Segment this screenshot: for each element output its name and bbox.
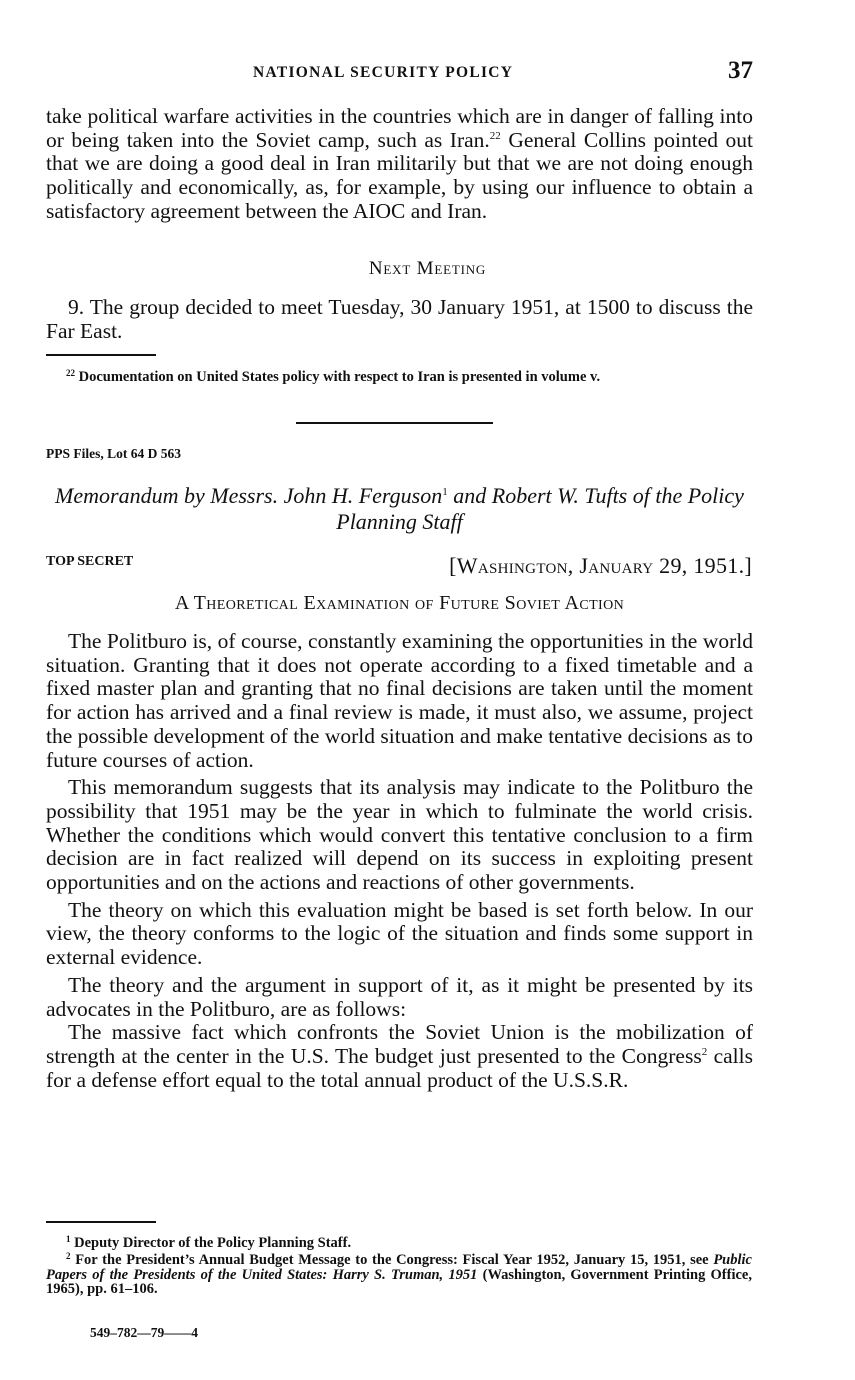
next-meeting-paragraph: 9. The group decided to meet Tuesday, 30 January 1951, at 1500 to discuss the Far East. <box>46 295 753 343</box>
footnote-22: $^{22}$ Documentation on United States policy with respect to Iran is presented in volume v. <box>66 368 601 385</box>
source-citation: PPS Files, Lot 64 D 563 <box>46 446 181 461</box>
footnote-ref-22: 22 <box>489 129 501 142</box>
classification-label: TOP SECRET <box>46 554 134 569</box>
continuation-paragraph-block <box>46 105 753 224</box>
bottom-footnote-rule <box>46 1221 156 1223</box>
footnote-rule <box>46 354 156 356</box>
body-paragraph-2: This memorandum suggests that its analysis may indicate to the Politburo the possibility that 1951 may be the year in which to fulminate the world crisis. Whether the conditions which would convert this tentative conclusion to a firm decision are in fact realized will depend on its success in exploiting present opportunities and on the actions and reactions of other governments. <box>46 775 753 895</box>
body-paragraph-3: The theory on which this evaluation might be based is set forth below. In our view, the theory conforms to the logic of the situation and finds some support in external evidence. <box>46 897 753 970</box>
footnote-2-citation-title: Public Papers of the Presidents of the United States: Harry S. Truman, 1951 <box>46 1252 752 1283</box>
memo-title: Memorandum by Messrs. John H. Ferguson$^1$ and Robert W. Tufts of the Policy Planning Staff <box>55 483 744 534</box>
footnote-ref-1: 1 <box>442 486 448 498</box>
body-text <box>46 630 753 1092</box>
body-paragraph-5: The massive fact which confronts the Soviet Union is the mobilization of strength at the center in the U.S. The budget just presented to the Congress$^2$ calls for a defense effort equal to the total annual product of the U.S.S.R. <box>46 1020 753 1092</box>
document-title: A Theoretical Examination of Future Soviet Action <box>174 592 625 614</box>
section-divider <box>296 422 493 424</box>
footnote-2: $^2$ For the President’s Annual Budget Message to the Congress: Fiscal Year 1952, January 15, 1951, see Public Papers of the Presidents of the United States: Harry S. Truman, 1951 (Washington, Government Printing Office, 1965), pp. 61–106. <box>46 1251 752 1297</box>
body-paragraph-4: The theory and the argument in support of it, as it might be presented by its advocates in the Politburo, are as follows: <box>46 972 753 1021</box>
page-number: 37 <box>728 57 753 84</box>
next-meeting-block <box>46 296 753 343</box>
running-title: NATIONAL SECURITY POLICY <box>253 64 514 81</box>
continuation-paragraph: take political warfare activities in the countries which are in danger of falling into or being taken into the Soviet camp, such as Iran.$^{22}$ General Collins pointed out that we are doing a good deal in Iran militarily but that we are not doing enough politically and economically, as, for example, by using our influence to obtain a satisfactory agreement between the AIOC and Iran. <box>46 104 753 223</box>
next-meeting-heading: Next Meeting <box>368 258 487 279</box>
running-header <box>0 57 855 88</box>
body-paragraph-1: The Politburo is, of course, constantly examining the opportunities in the world situation. Granting that it does not operate according to a fixed timetable and a fixed master plan and granting that no final decisions are taken until the moment for action has arrived and a final review is made, it must also, we assume, project the possible development of the world situation and make tentative decisions as to future courses of action. <box>46 629 753 772</box>
footnote-ref-2: 2 <box>701 1045 708 1058</box>
print-code: 549–782—79——4 <box>90 1325 198 1340</box>
dateline: [Washington, January 29, 1951.] <box>449 553 752 578</box>
footnote-1: $^1$ Deputy Director of the Policy Planning Staff. <box>66 1234 352 1251</box>
